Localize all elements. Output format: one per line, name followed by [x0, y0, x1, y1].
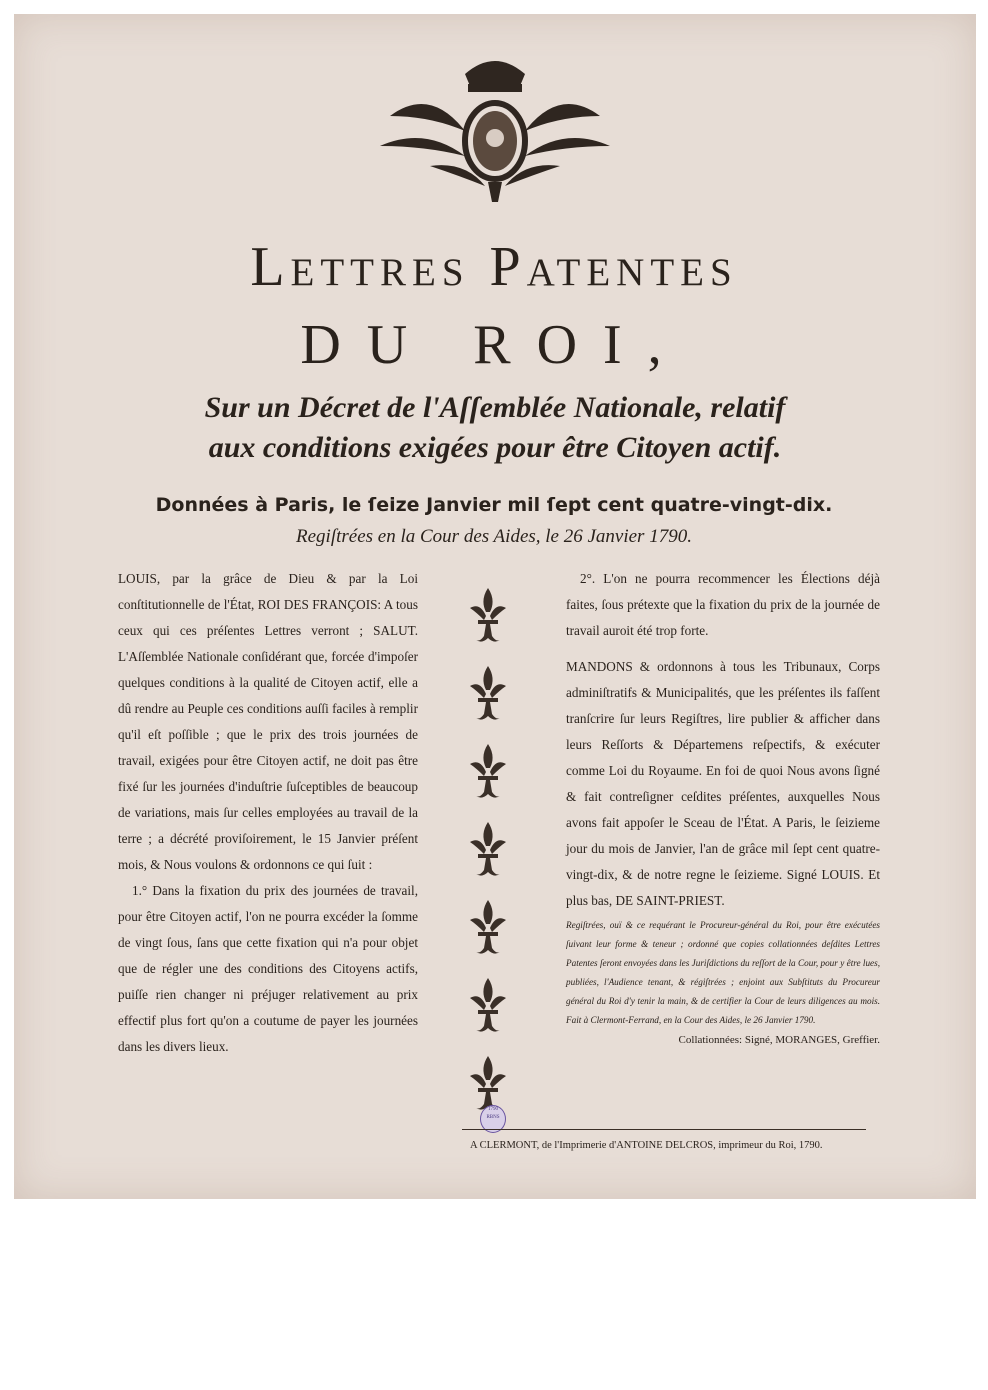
- page-title-line2: DU ROI,: [300, 314, 688, 376]
- right-paragraph-2: MANDONS & ordonnons à tous les Tribunaux, Corps adminiſtratifs & Municipalités, que les préſentes ils faſſent tranſcrire ſur leurs Regiſtres, lire publier & afficher dans leurs Reſſorts & Départemens reſpectifs, & exécuter comme Loi du Royaume. En foi de quoi Nous avons ſigné & fait contreſigner ceſdites préſentes, auxquelles Nous avons fait appoſer le Sceau de l'État. A Paris, le ſeizieme jour du mois de Janvier, l'an de grâce mil ſept cent quatre-vingt-dix, & de notre regne le ſeizieme. Signé LOUIS. Et plus bas, DE SAINT-PRIEST.: [566, 659, 880, 908]
- left-paragraph-2: 1.° Dans la fixation du prix des journées de travail, pour être Citoyen actif, l'on ne pourra excéder la ſomme de vingt ſous, ſans que cette fixation qui n'a pour objet que de régler une des conditions des Citoyens actifs, puiſſe rien changer ni préjuger relativement au prix effectif plus fort qu'on a coutume de payer les journées dans les divers lieux.: [118, 883, 418, 1054]
- imprint-divider: [462, 1129, 866, 1130]
- fleur-de-lis-icon: [466, 976, 510, 1034]
- subtitle: [100, 388, 890, 468]
- left-column: [118, 566, 418, 1060]
- registration-date: Regiſtrées en la Cour des Aides, le 26 Janvier 1790.: [296, 526, 692, 547]
- right-column: [566, 566, 880, 1050]
- fleur-de-lis-icon: [466, 664, 510, 722]
- signature-line: Collationnées: Signé, MORANGES, Greffier.: [678, 1034, 880, 1046]
- fleur-de-lis-icon: [466, 586, 510, 644]
- fleur-de-lis-icon: [466, 898, 510, 956]
- subtitle-line1: Sur un Décret de l'Aſſemblée Nationale, relatif: [204, 391, 786, 424]
- registration-note: Regiſtrées, ouï & ce requérant le Procureur-général du Roi, pour être exécutées ſuivant leur forme & teneur ; ordonné que copies collationnées deſdites Lettres Patentes ſeront envoyées dans les Juriſdictions du reſſort de la Cour, pour y être lues, publiées, l'Audience tenant, & régiſtrées ; enjoint aux Subſtituts du Procureur général du Roi d'y tenir la main, & de certifier la Cour de leurs diligences au mois. Fait à Clermont-Ferrand, en la Cour des Aides, le 26 Janvier 1790.: [566, 920, 880, 1025]
- page-title: Lettres Patentes: [250, 236, 738, 298]
- fleur-de-lis-icon: [466, 742, 510, 800]
- right-paragraph-1: 2°. L'on ne pourra recommencer les Élections déjà faites, ſous prétexte que la fixation du prix de la journée de travail auroit été trop forte.: [566, 571, 880, 638]
- royal-coat-of-arms-icon: [370, 46, 620, 206]
- library-stamp: 1790 RBNS: [480, 1105, 506, 1133]
- printer-imprint: A CLERMONT, de l'Imprimerie d'ANTOINE DELCROS, imprimeur du Roi, 1790.: [470, 1140, 823, 1151]
- given-date: Données à Paris, le ſeize Janvier mil ſept cent quatre-vingt-dix.: [155, 494, 833, 516]
- fleur-de-lis-icon: [466, 820, 510, 878]
- subtitle-line2: aux conditions exigées pour être Citoyen actif.: [208, 431, 782, 464]
- fleur-de-lis-icon: [466, 1054, 510, 1112]
- left-paragraph-1: LOUIS, par la grâce de Dieu & par la Loi conſtitutionnelle de l'État, ROI DES FRANÇOIS: A tous ceux qui ces préſentes Lettres verront ; SALUT. L'Aſſemblée Nationale conſidérant que, forcée d'impoſer quelques conditions à la qualité de Citoyen actif, elle a dû rendre au Peuple ces conditions auſſi faciles à remplir qu'il eſt poſſible ; que le prix des trois journées de travail, exigées pour être Citoyen actif, ne doit pas être fixé ſur les journées d'induſtrie ſuſceptibles de beaucoup de variations, mais ſur celles employées au travail de la terre ; a décrété proviſoirement, le 15 Janvier préſent mois, & Nous voulons & ordonnons ce qui ſuit :: [118, 571, 418, 872]
